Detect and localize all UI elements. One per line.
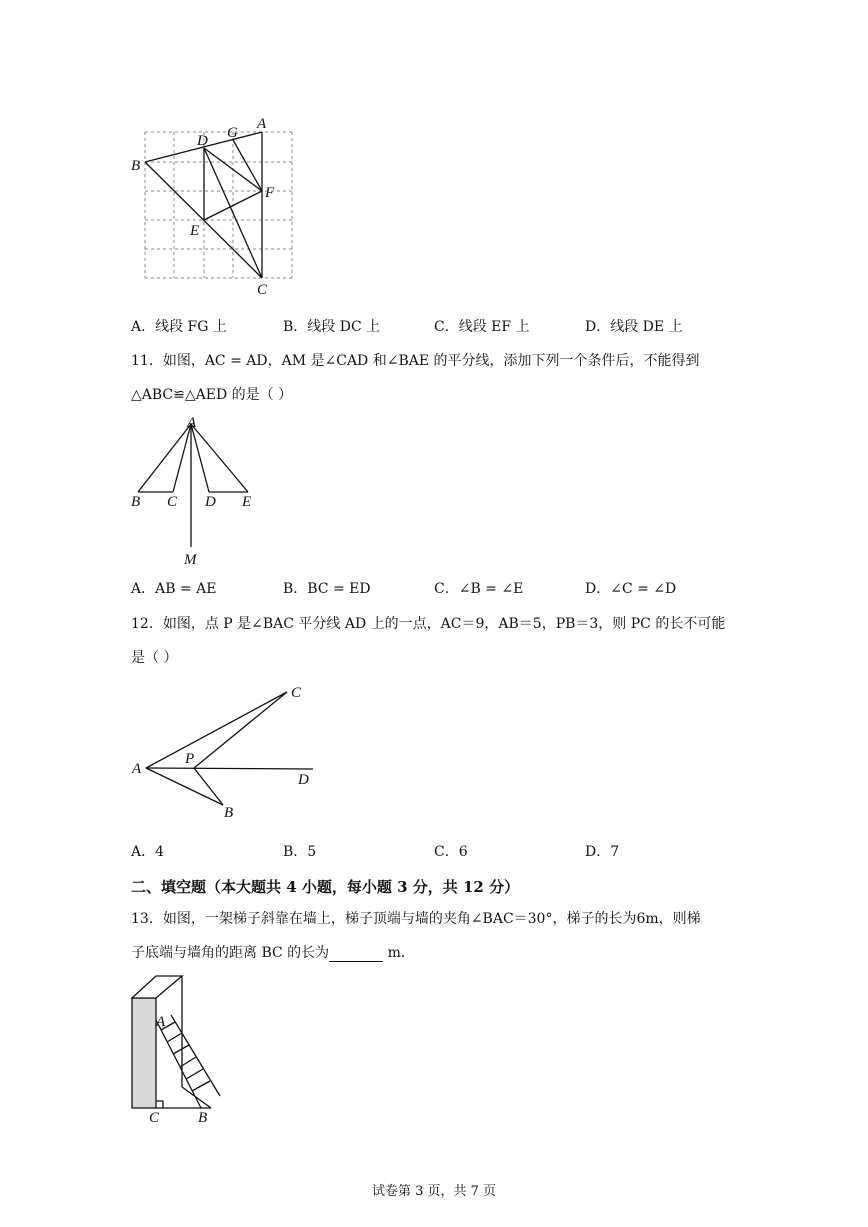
q10-option-b: B．线段 DC 上 xyxy=(283,319,381,335)
label-f: F xyxy=(265,185,275,201)
label-e: E xyxy=(190,223,200,239)
label-b: B xyxy=(224,805,234,821)
label-g: G xyxy=(227,125,238,141)
q10-option-d: D．线段 DE 上 xyxy=(585,319,683,335)
figure-segments xyxy=(145,132,262,278)
label-a: A xyxy=(156,1014,166,1030)
label-d: D xyxy=(298,772,309,788)
q10-option-c: C．线段 EF 上 xyxy=(434,319,530,335)
q13-stem-line1: 13．如图，一架梯子斜靠在墙上，梯子顶端与墙的夹角∠BAC＝30°，梯子的长为6m，则梯 xyxy=(131,911,701,927)
answer-blank[interactable] xyxy=(329,947,383,962)
label-c: C xyxy=(167,494,178,510)
q11-stem-line1: 11．如图，AC = AD，AM 是∠CAD 和∠BAE 的平分线，添加下列一个条件后，不能得到 xyxy=(131,353,700,369)
q13-stem-text: 子底端与墙角的距离 BC 的长为 xyxy=(131,945,330,961)
q12-option-c: C．6 xyxy=(434,844,468,860)
label-p: P xyxy=(185,751,195,767)
q12-stem-line2: 是（ ） xyxy=(131,650,178,666)
q12-option-d: D．7 xyxy=(585,844,620,860)
page-footer: 试卷第 3 页，共 7 页 xyxy=(371,1184,497,1199)
label-c: C xyxy=(257,282,268,298)
q11-option-c: C．∠B = ∠E xyxy=(434,581,524,597)
q10-figure xyxy=(120,112,310,302)
section-heading: 二、填空题（本大题共 4 小题，每小题 3 分，共 12 分） xyxy=(131,878,520,896)
label-b: B xyxy=(131,494,141,510)
label-b: B xyxy=(198,1110,208,1126)
q11-option-d: D．∠C = ∠D xyxy=(585,581,677,597)
label-a: A xyxy=(187,415,197,431)
label-a: A xyxy=(257,116,267,132)
label-a: A xyxy=(132,761,142,777)
q12-option-a: A．4 xyxy=(131,844,165,860)
q13-figure xyxy=(125,970,235,1130)
grid-lines xyxy=(145,132,292,278)
label-c: C xyxy=(149,1110,160,1126)
q12-stem-line1: 12．如图，点 P 是∠BAC 平分线 AD 上的一点，AC＝9，AB＝5，PB＝3，则 PC 的长不可能 xyxy=(131,616,726,632)
label-d: D xyxy=(197,133,208,149)
label-b: B xyxy=(131,158,141,174)
q13-stem-line2 xyxy=(131,944,415,962)
q11-option-b: B．BC = ED xyxy=(283,581,371,597)
label-c: C xyxy=(291,685,302,701)
q11-figure xyxy=(125,412,265,572)
q11-option-a: A．AB = AE xyxy=(131,581,217,597)
q13-stem-unit: m． xyxy=(383,945,415,961)
q11-stem-line2: △ABC≌△AED 的是（ ） xyxy=(131,387,293,403)
label-d: D xyxy=(205,494,216,510)
q12-figure xyxy=(125,680,325,830)
label-e: E xyxy=(242,494,252,510)
label-m: M xyxy=(184,552,197,568)
q10-option-a: A．线段 FG 上 xyxy=(131,319,227,335)
q12-option-b: B．5 xyxy=(283,844,317,860)
